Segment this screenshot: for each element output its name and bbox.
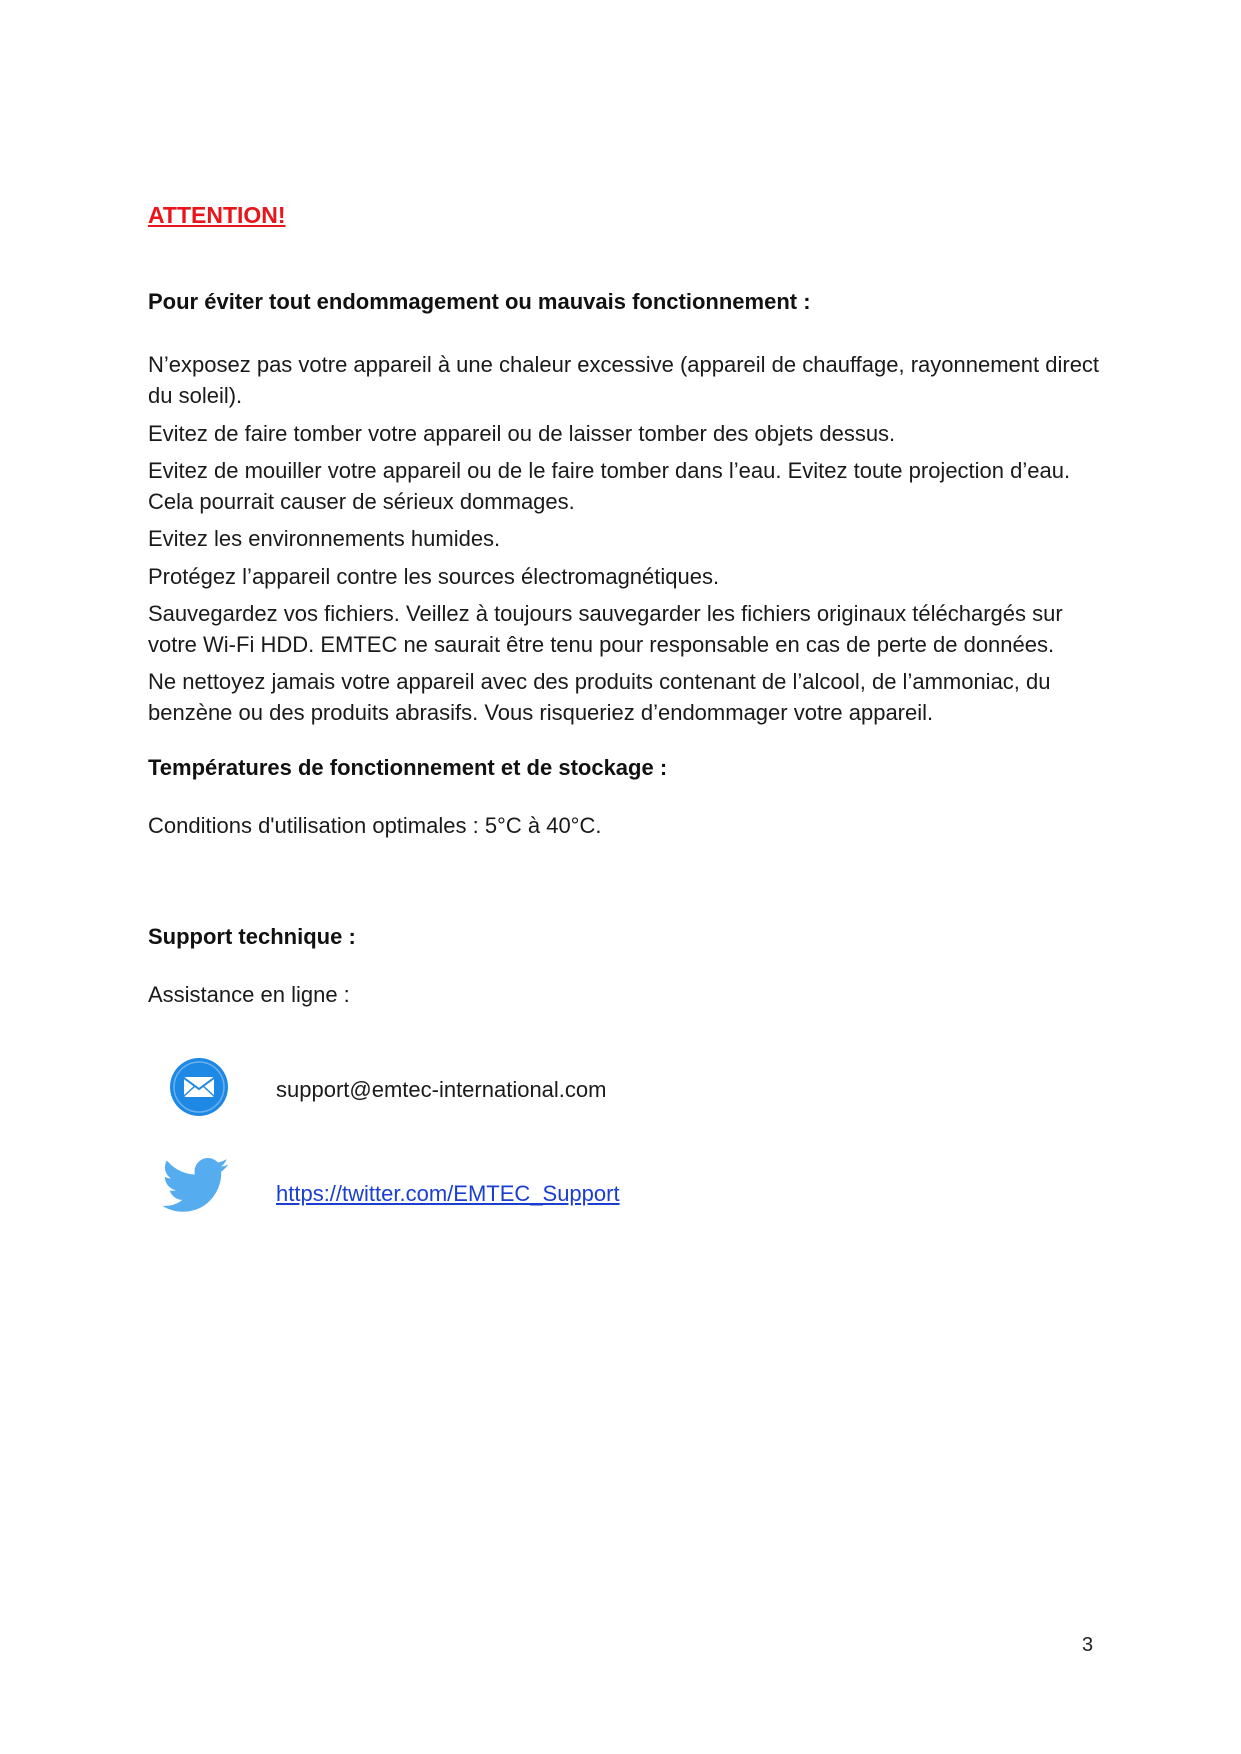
warning-item: Evitez les environnements humides. [148, 526, 501, 551]
support-heading: Support technique : [148, 924, 356, 949]
support-twitter-link[interactable]: https://twitter.com/EMTEC_Support [276, 1181, 620, 1206]
warning-item: Protégez l’appareil contre les sources électromagnétiques. [148, 564, 720, 589]
warning-item: Ne nettoyez jamais votre appareil avec des produits contenant de l’alcool, de l’ammoniac, du benzène ou des produits abrasifs. Vous risqueriez d’endommager votre appareil. [148, 669, 1051, 725]
support-email[interactable]: support@emtec-international.com [276, 1077, 607, 1102]
attention-title: ATTENTION! [148, 202, 286, 228]
twitter-icon [162, 1158, 230, 1214]
temperature-heading: Températures de fonctionnement et de stockage : [148, 755, 668, 780]
warning-heading: Pour éviter tout endommagement ou mauvais fonctionnement : [148, 289, 811, 314]
warning-item: N’exposez pas votre appareil à une chaleur excessive (appareil de chauffage, rayonnement direct du soleil). [148, 352, 1100, 408]
warning-item: Sauvegardez vos fichiers. Veillez à toujours sauvegarder les fichiers originaux téléchargés sur votre Wi-Fi HDD. EMTEC ne saurait être tenu pour responsable en cas de perte de données. [148, 601, 1063, 657]
temperature-text: Conditions d'utilisation optimales : 5°C à 40°C. [148, 813, 602, 838]
support-subheading: Assistance en ligne : [148, 982, 350, 1007]
warning-item: Evitez de faire tomber votre appareil ou de laisser tomber des objets dessus. [148, 421, 896, 446]
page-number: 3 [1082, 1634, 1094, 1656]
warning-item: Evitez de mouiller votre appareil ou de le faire tomber dans l’eau. Evitez toute projection d’eau. Cela pourrait causer de sérieux dommages. [148, 458, 1071, 514]
mail-icon [170, 1058, 228, 1116]
